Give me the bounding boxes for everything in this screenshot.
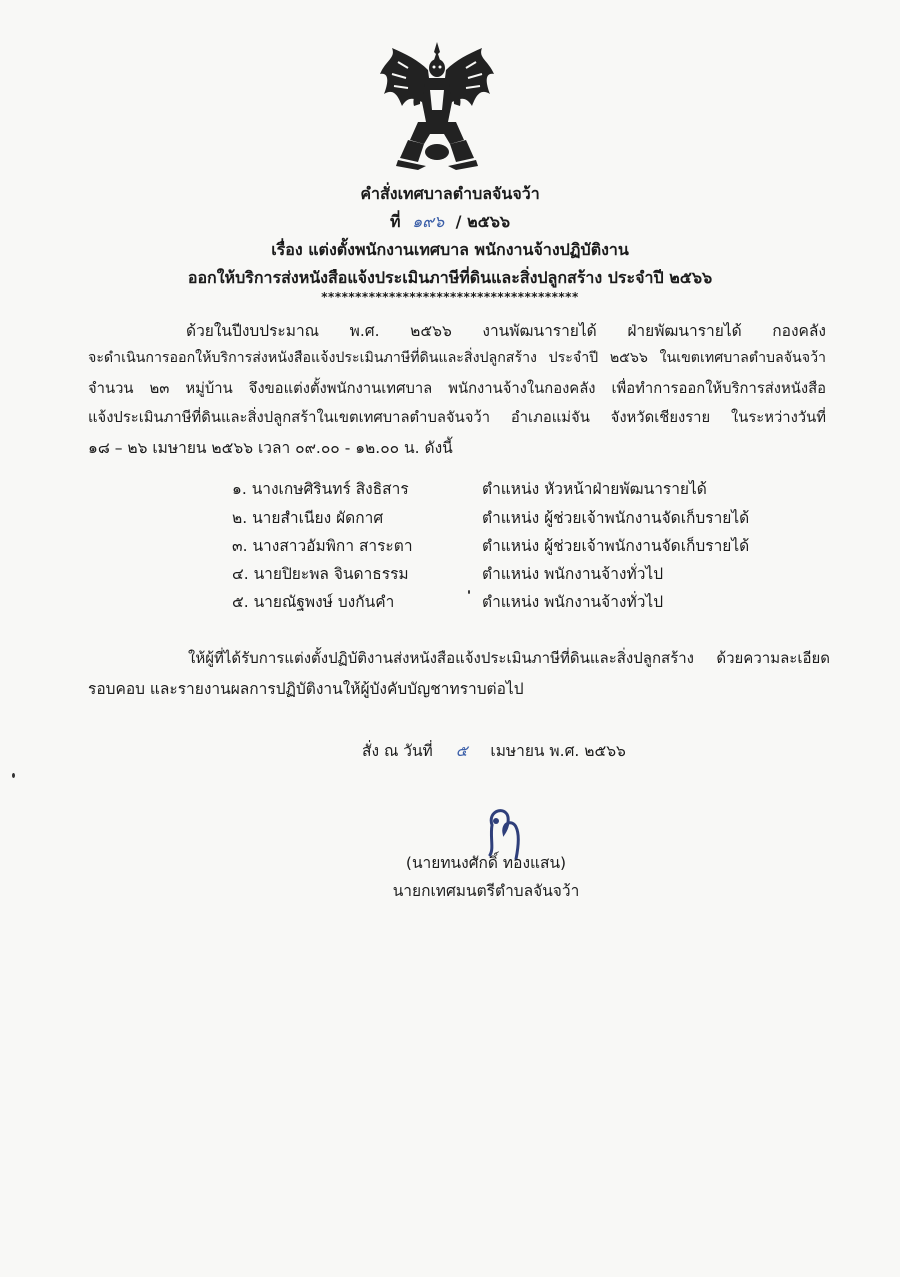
garuda-emblem-icon xyxy=(378,40,496,170)
staff-row xyxy=(0,589,900,615)
order-date xyxy=(362,738,626,763)
staff-row xyxy=(0,476,900,502)
date-suffix: เมษายน พ.ศ. ๒๕๖๖ xyxy=(490,742,626,760)
subject-line-1: เรื่อง แต่งตั้งพนักงานเทศบาล พนักงานจ้างปฏิบัติงาน xyxy=(271,240,629,259)
para2-line-1: ให้ผู้ที่ได้รับการแต่งตั้งปฏิบัติงานส่งหนังสือแจ้งประเมินภาษีที่ดินและสิ่งปลูกสร้าง ด้วยความละเอียด xyxy=(188,649,830,667)
para1-line-2: จะดำเนินการออกให้บริการส่งหนังสือแจ้งประเมินภาษีที่ดินและสิ่งปลูกสร้าง ประจำปี ๒๕๖๖ ในเขตเทศบาลตำบลจันจว้า xyxy=(88,350,826,366)
signer-title: นายกเทศมนตรีตำบลจันจว้า xyxy=(392,882,580,900)
staff-position: ตำแหน่ง หัวหน้าฝ่ายพัฒนารายได้ xyxy=(482,480,707,498)
staff-position: ตำแหน่ง พนักงานจ้างทั่วไป xyxy=(482,565,664,583)
number-suffix: / ๒๕๖๖ xyxy=(455,212,511,231)
para1-line-4: แจ้งประเมินภาษีที่ดินและสิ่งปลูกสร้าในเขตเทศบาลตำบลจันจว้า อำเภอแม่จัน จังหวัดเชียงราย ในระหว่างวันที่ xyxy=(88,409,826,426)
para1-line-1: ด้วยในปีงบประมาณ พ.ศ. ๒๕๖๖ งานพัฒนารายได้ ฝ่ายพัฒนารายได้ กองคลัง xyxy=(186,322,826,340)
staff-row xyxy=(0,561,900,587)
para2-line-2: รอบคอบ และรายงานผลการปฏิบัติงานให้ผู้บังคับบัญชาทราบต่อไป xyxy=(88,680,524,698)
staff-position: ตำแหน่ง ผู้ช่วยเจ้าพนักงานจัดเก็บรายได้ xyxy=(482,537,750,555)
para1-line-5: ๑๘ – ๒๖ เมษายน ๒๕๖๖ เวลา ๐๙.๐๐ - ๑๒.๐๐ น. ดังนี้ xyxy=(88,439,453,457)
date-prefix: สั่ง ณ วันที่ xyxy=(362,742,433,760)
handwritten-day: ๕ xyxy=(455,742,468,760)
staff-row xyxy=(0,533,900,559)
subject-line-2: ออกให้บริการส่งหนังสือแจ้งประเมินภาษีที่ดินและสิ่งปลูกสร้าง ประจำปี ๒๕๖๖ xyxy=(187,268,713,287)
staff-name: ๕. นายณัฐพงษ์ บงกันคำ xyxy=(232,593,395,611)
staff-position: ตำแหน่ง พนักงานจ้างทั่วไป xyxy=(482,593,664,611)
scan-speck xyxy=(468,590,470,594)
staff-name: ๔. นายปิยะพล จินดาธรรม xyxy=(232,565,409,583)
staff-name: ๒. นายสำเนียง ผัดกาศ xyxy=(232,509,384,527)
signer-name: (นายทนงศักดิ์ ทองแสน) xyxy=(405,854,567,872)
staff-name: ๑. นางเกษศิรินทร์ สิงธิสาร xyxy=(232,480,409,498)
staff-name: ๓. นางสาวอัมพิกา สาระตา xyxy=(232,537,413,555)
number-prefix: ที่ xyxy=(389,212,401,231)
staff-row xyxy=(0,505,900,531)
scan-speck xyxy=(12,773,15,778)
order-number xyxy=(0,210,900,235)
divider-stars: ************************************** xyxy=(321,290,579,304)
handwritten-number: ๑๙๖ xyxy=(412,212,445,231)
order-heading: คำสั่งเทศบาลตำบลจันจว้า xyxy=(360,184,540,203)
para1-line-3: จำนวน ๒๓ หมู่บ้าน จึงขอแต่งตั้งพนักงานเทศบาล พนักงานจ้างในกองคลัง เพื่อทำการออกให้บริการส่งหนังสือ xyxy=(88,380,826,397)
staff-position: ตำแหน่ง ผู้ช่วยเจ้าพนักงานจัดเก็บรายได้ xyxy=(482,509,750,527)
